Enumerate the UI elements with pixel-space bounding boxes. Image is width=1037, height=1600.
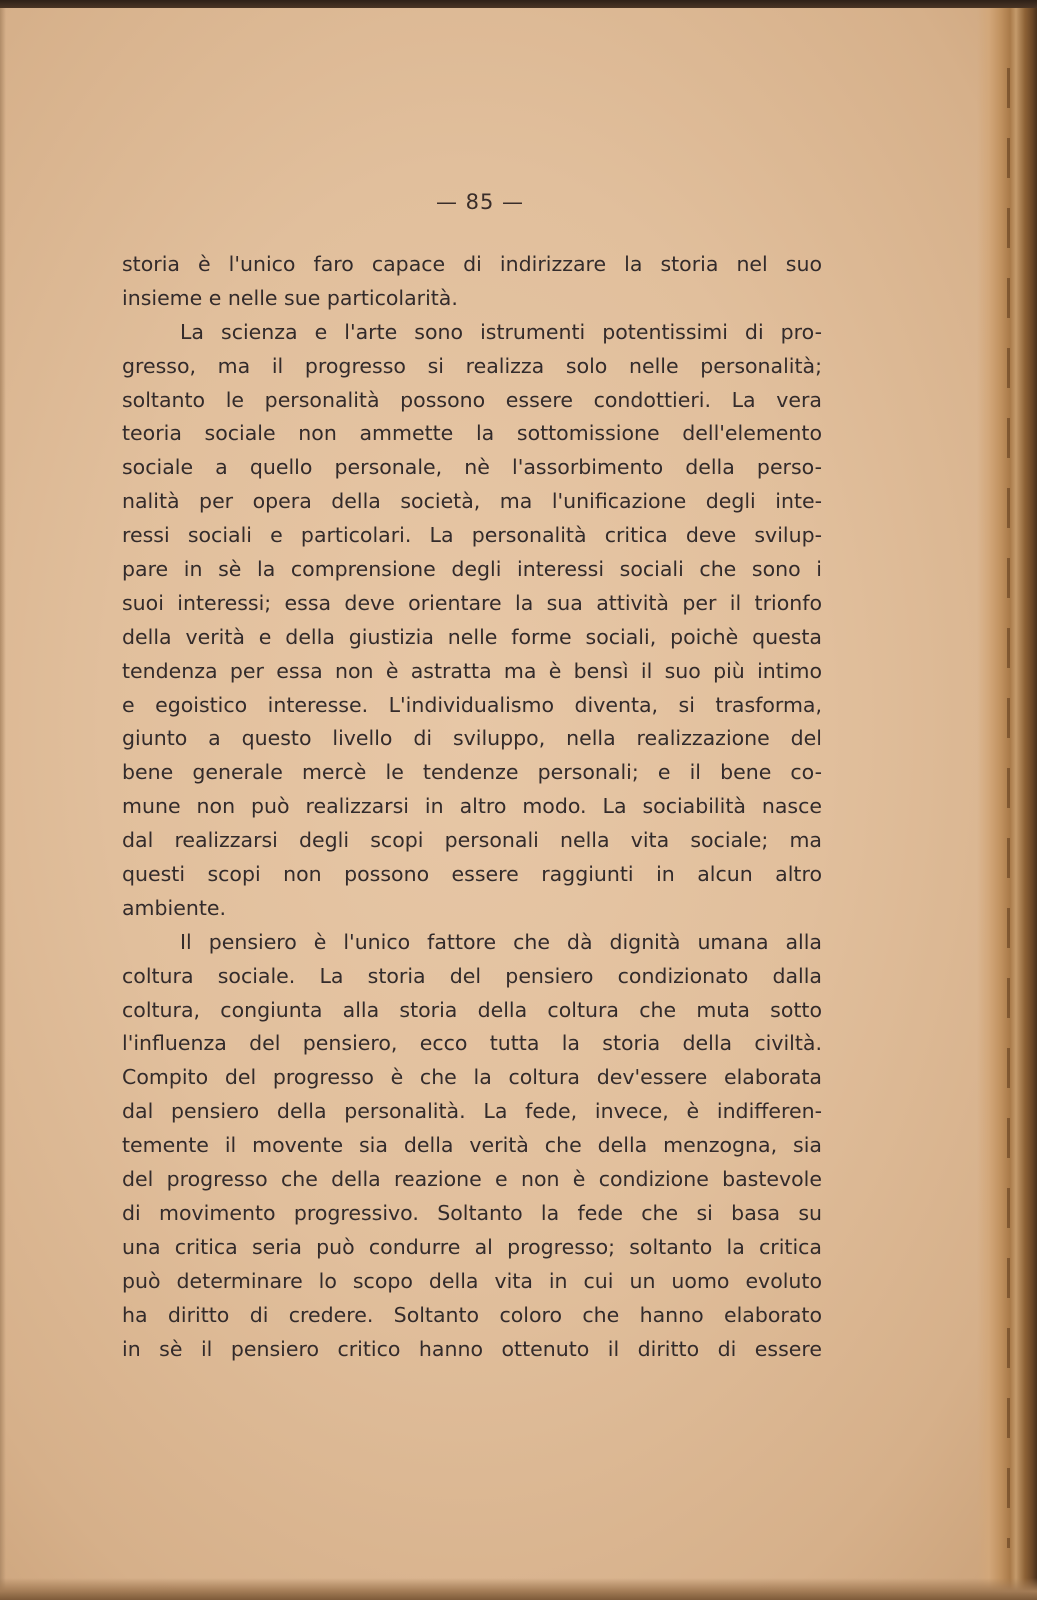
text-line: storia è l'unico faro capace di indirizzare la storia nel suo — [122, 252, 822, 276]
text-line: e egoistico interesse. L'individualismo diventa, si trasforma, — [122, 692, 822, 717]
text-line: può determinare lo scopo della vita in cui un uomo evoluto — [122, 1268, 822, 1293]
text-line: insieme e nelle sue particolarità. — [122, 285, 458, 310]
text-line: gresso, ma il progresso si realizza solo nelle personalità; — [122, 353, 822, 378]
book-page — [0, 8, 1037, 1600]
text-line: del progresso che della reazione e non è condizione bastevole — [122, 1167, 822, 1192]
book-spine-edge — [977, 8, 1037, 1600]
text-line: La scienza e l'arte sono istrumenti potentissimi di pro- — [180, 319, 822, 344]
text-line: Il pensiero è l'unico fattore che dà dignità umana alla — [180, 929, 822, 954]
page-number: — 85 — — [435, 190, 525, 214]
text-line: l'influenza del pensiero, ecco tutta la storia della civiltà. — [122, 1031, 822, 1056]
text-line: mune non può realizzarsi in altro modo. La sociabilità nasce — [122, 794, 822, 819]
page-top-edge — [0, 0, 1037, 8]
text-line: ambiente. — [122, 895, 227, 920]
text-line: pare in sè la comprensione degli interessi sociali che sono i — [122, 557, 822, 582]
page-left-edge — [0, 8, 6, 1600]
text-line: una critica seria può condurre al progresso; soltanto la critica — [122, 1234, 822, 1259]
text-line: nalità per opera della società, ma l'unificazione degli inte- — [122, 489, 822, 514]
text-line: giunto a questo livello di sviluppo, nella realizzazione del — [122, 726, 822, 751]
text-line: in sè il pensiero critico hanno ottenuto il diritto di essere — [122, 1336, 822, 1361]
text-line: sociale a quello personale, nè l'assorbimento della perso- — [122, 455, 822, 480]
text-line: della verità e della giustizia nelle forme sociali, poichè questa — [122, 624, 822, 649]
text-line: teoria sociale non ammette la sottomissione dell'elemento — [122, 421, 822, 446]
text-line: dal pensiero della personalità. La fede, invece, è indifferen- — [122, 1099, 822, 1124]
text-line: bene generale mercè le tendenze personali; e il bene co- — [122, 760, 822, 785]
text-line: tendenza per essa non è astratta ma è bensì il suo più intimo — [122, 658, 822, 683]
text-line: temente il movente sia della verità che della menzogna, sia — [122, 1133, 822, 1158]
text-line: coltura, congiunta alla storia della coltura che muta sotto — [122, 997, 822, 1022]
text-line: coltura sociale. La storia del pensiero condizionato dalla — [122, 963, 822, 988]
text-line: suoi interessi; essa deve orientare la sua attività per il trionfo — [122, 590, 822, 615]
text-line: soltanto le personalità possono essere condottieri. La vera — [122, 387, 822, 412]
text-line: Compito del progresso è che la coltura dev'essere elaborata — [122, 1065, 822, 1090]
text-line: questi scopi non possono essere raggiunti in alcun altro — [122, 862, 822, 887]
body-text — [122, 248, 822, 1366]
text-line: di movimento progressivo. Soltanto la fede che si basa su — [122, 1200, 822, 1225]
page-bottom-edge — [0, 1578, 1037, 1600]
text-line: ha diritto di credere. Soltanto coloro che hanno elaborato — [122, 1302, 822, 1327]
text-line: dal realizzarsi degli scopi personali nella vita sociale; ma — [122, 828, 822, 853]
text-line: ressi sociali e particolari. La personalità critica deve svilup- — [122, 523, 822, 548]
